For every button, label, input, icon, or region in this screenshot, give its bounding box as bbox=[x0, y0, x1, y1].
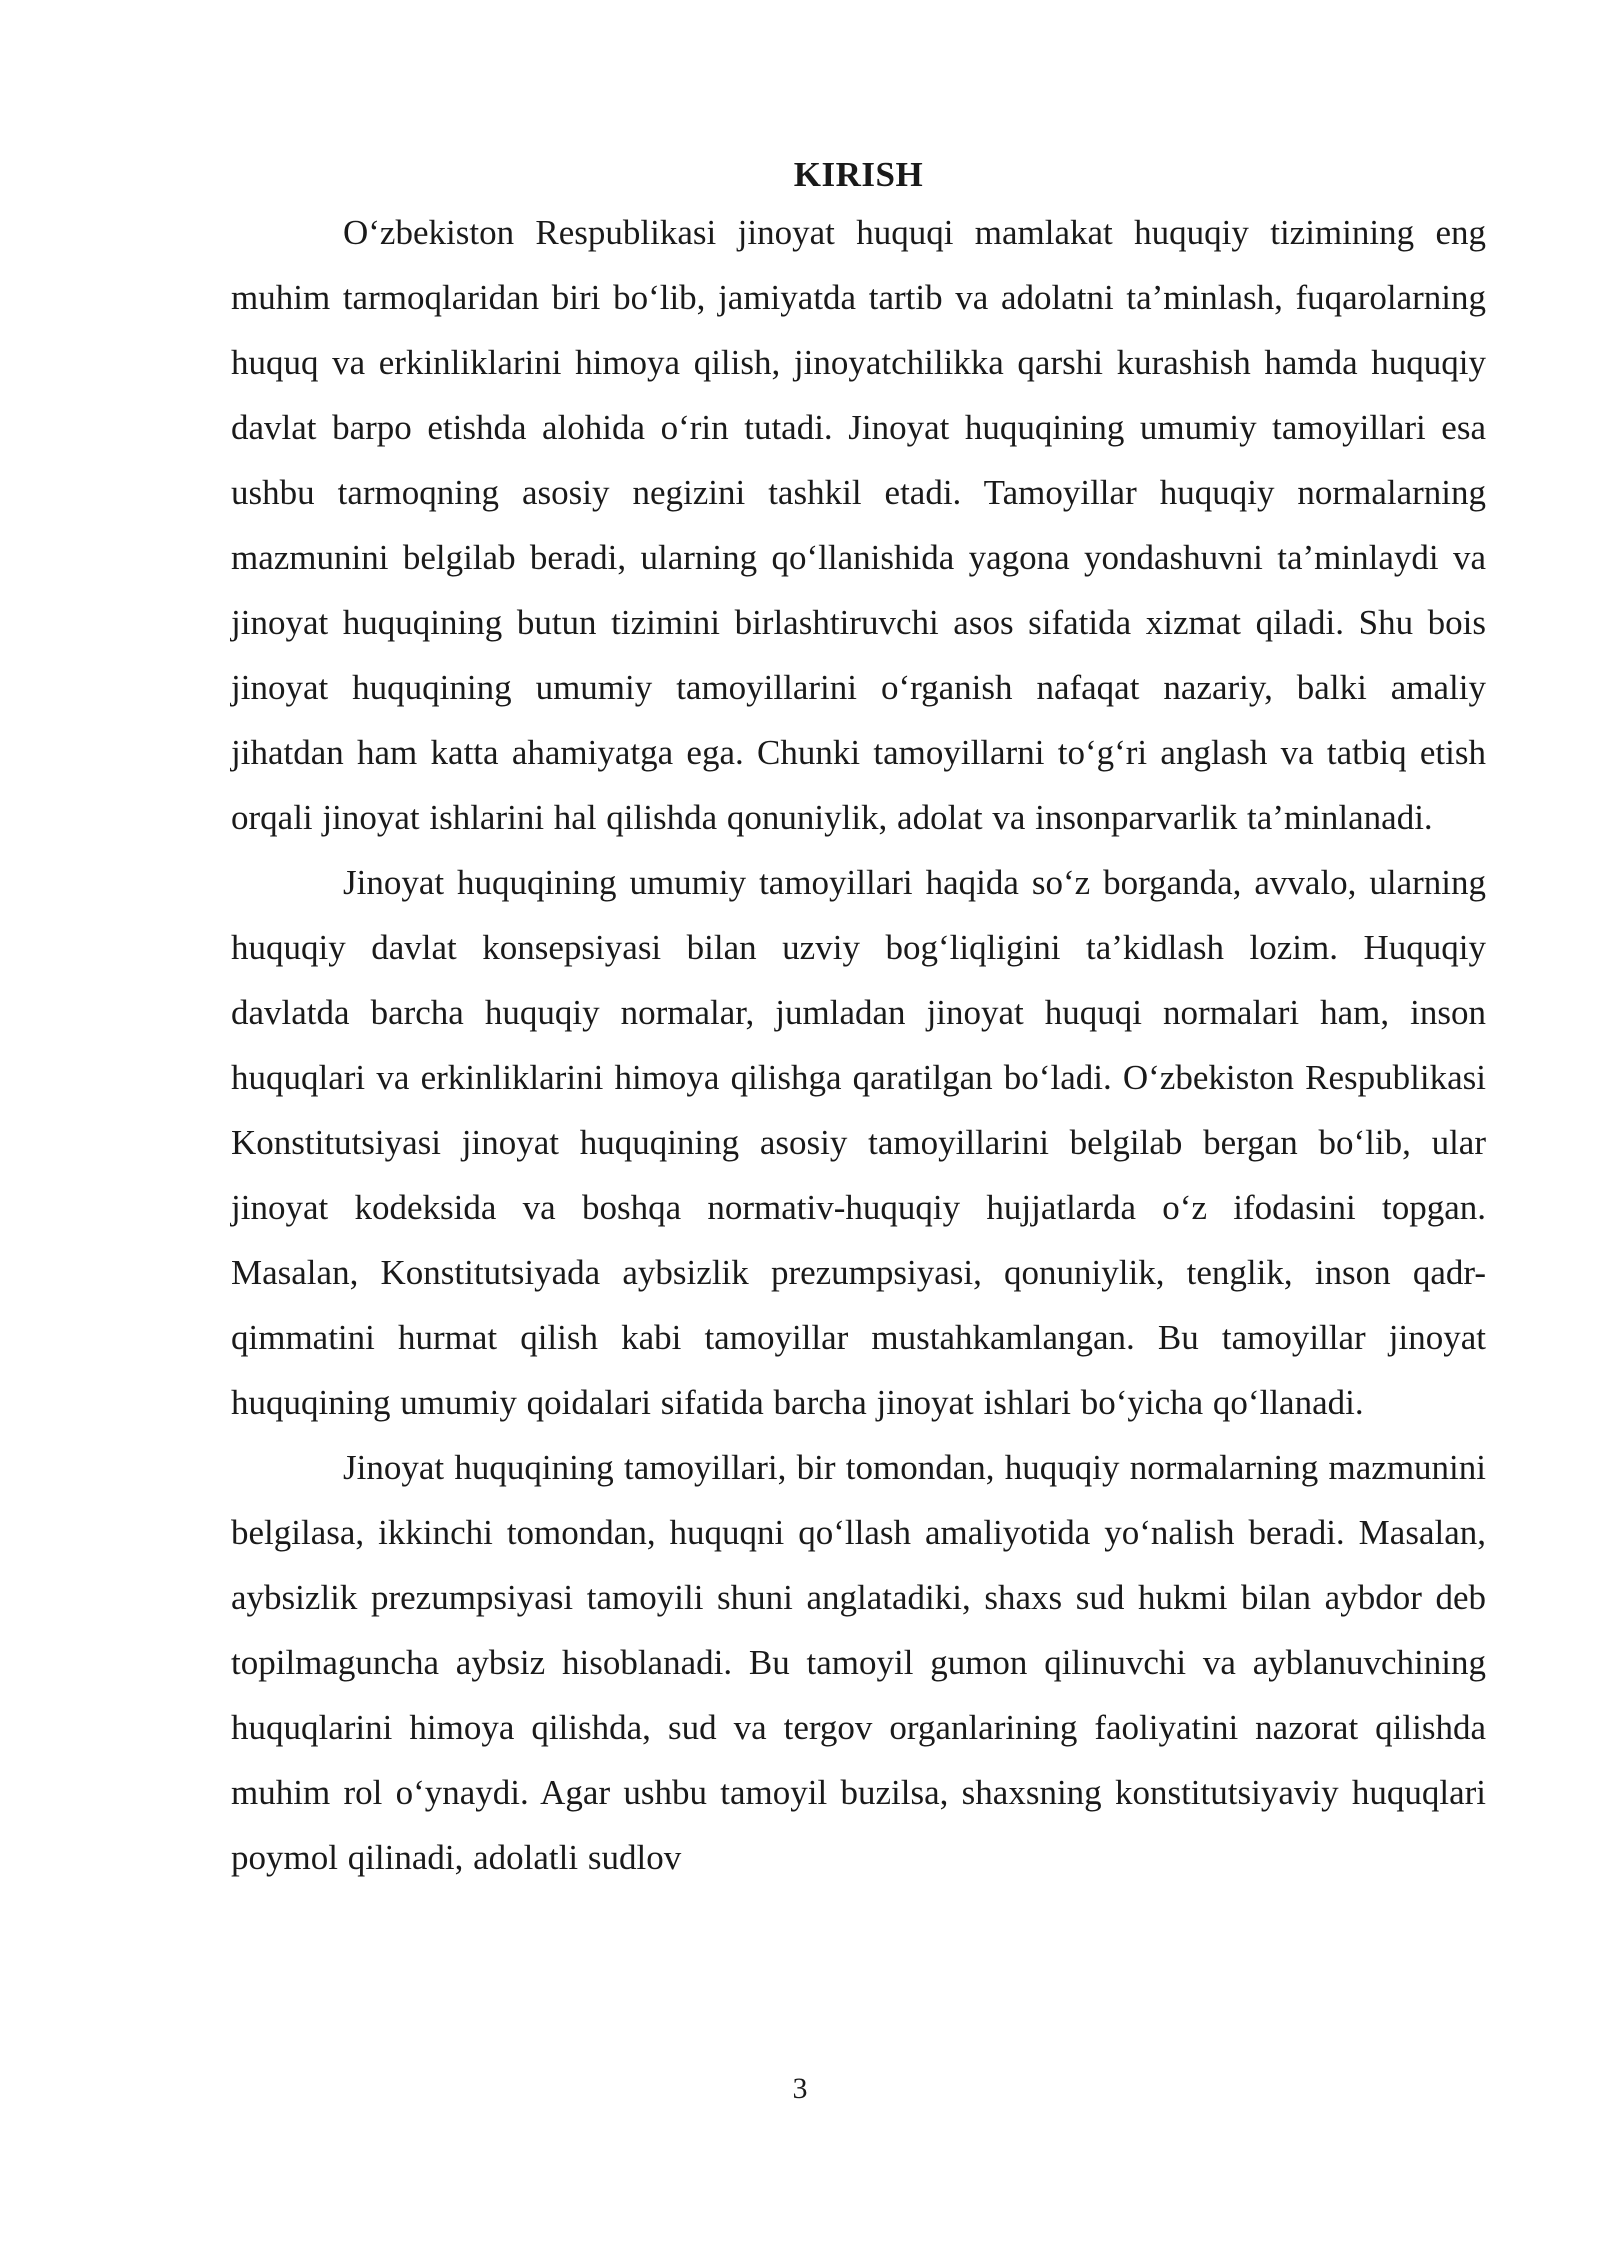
page-content bbox=[231, 150, 1486, 1890]
section-heading: KIRISH bbox=[793, 155, 924, 194]
paragraph-2: Jinoyat huquqining umumiy tamoyillari haqida so‘z borganda, avvalo, ularning huquqiy davlat konsepsiyasi bilan uzviy bog‘liqligini ta’kidlash lozim. Huquqiy davlatda barcha huquqiy normalar, jumladan jinoyat huquqi normalari ham, inson huquqlari va erkinliklarini himoya qilishga qaratilgan bo‘ladi. O‘zbekiston Respublikasi Konstitutsiyasi jinoyat huquqining asosiy tamoyillarini belgilab bergan bo‘lib, ular jinoyat kodeksida va boshqa normativ-huquqiy hujjatlarda o‘z ifodasini topgan. Masalan, Konstitutsiyada aybsizlik prezumpsiyasi, qonuniylik, tenglik, inson qadr-qimmatini hurmat qilish kabi tamoyillar mustahkamlangan. Bu tamoyillar jinoyat huquqining umumiy qoidalari sifatida barcha jinoyat ishlari bo‘yicha qo‘llanadi. bbox=[231, 863, 1486, 1422]
page-number: 3 bbox=[792, 2072, 808, 2105]
paragraph-3: Jinoyat huquqining tamoyillari, bir tomondan, huquqiy normalarning mazmunini belgilasa, ikkinchi tomondan, huquqni qo‘llash amaliyotida yo‘nalish beradi. Masalan, aybsizlik prezumpsiyasi tamoyili shuni anglatadiki, shaxs sud hukmi bilan aybdor deb topilmaguncha aybsiz hisoblanadi. Bu tamoyil gumon qilinuvchi va ayblanuvchining huquqlarini himoya qilishda, sud va tergov organlarining faoliyatini nazorat qilishda muhim rol o‘ynaydi. Agar ushbu tamoyil buzilsa, shaxsning konstitutsiyaviy huquqlari poymol qilinadi, adolatli sudlov bbox=[231, 1448, 1486, 1877]
paragraph-1: O‘zbekiston Respublikasi jinoyat huquqi mamlakat huquqiy tizimining eng muhim tarmoqlaridan biri bo‘lib, jamiyatda tartib va adolatni ta’minlash, fuqarolarning huquq va erkinliklarini himoya qilish, jinoyatchilikka qarshi kurashish hamda huquqiy davlat barpo etishda alohida o‘rin tutadi. Jinoyat huquqining umumiy tamoyillari esa ushbu tarmoqning asosiy negizini tashkil etadi. Tamoyillar huquqiy normalarning mazmunini belgilab beradi, ularning qo‘llanishida yagona yondashuvni ta’minlaydi va jinoyat huquqining butun tizimini birlashtiruvchi asos sifatida xizmat qiladi. Shu bois jinoyat huquqining umumiy tamoyillarini o‘rganish nafaqat nazariy, balki amaliy jihatdan ham katta ahamiyatga ega. Chunki tamoyillarni to‘g‘ri anglash va tatbiq etish orqali jinoyat ishlarini hal qilishda qonuniylik, adolat va insonparvarlik ta’minlanadi. bbox=[231, 213, 1486, 837]
